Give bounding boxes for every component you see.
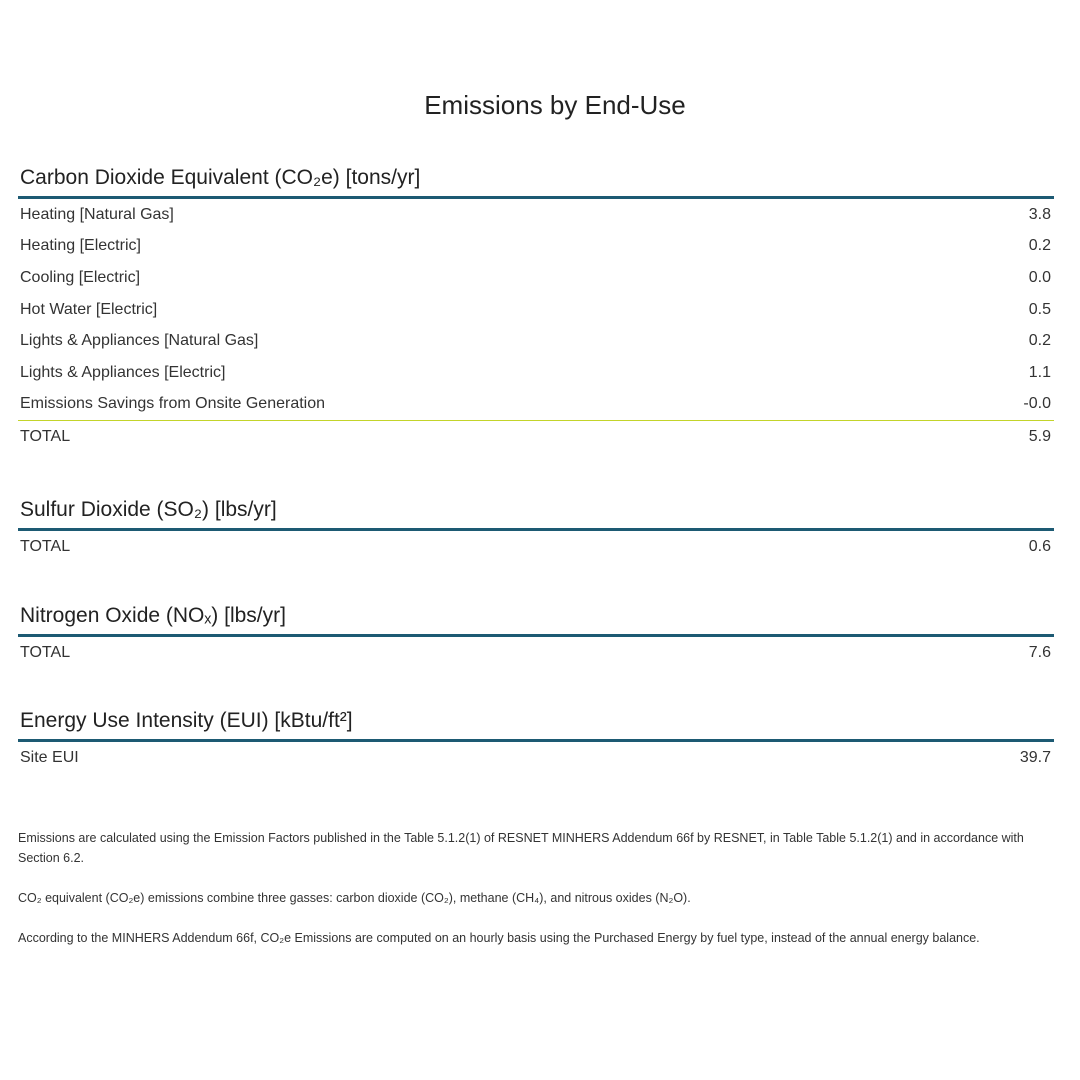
table-row [18,262,1054,294]
row-value: 39.7 [1019,748,1051,766]
row-value: 0.0 [1028,268,1051,286]
footnote: CO₂ equivalent (CO₂e) emissions combine three gasses: carbon dioxide (CO₂), methane (CH₄), and nitrous oxides (N₂O). [18,891,691,905]
so2-section [18,492,1054,563]
table-row [18,199,1054,231]
row-value: 0.2 [1028,332,1051,350]
total-label: TOTAL [20,427,71,445]
row-label: Cooling [Electric] [20,268,141,286]
row-label: Heating [Electric] [20,237,141,255]
eui-section [18,703,1054,774]
page-title: Emissions by End-Use [424,90,686,120]
row-value: 0.5 [1028,300,1051,318]
row-value: 0.2 [1028,237,1051,255]
row-label: Emissions Savings from Onsite Generation [20,395,326,413]
footnote: According to the MINHERS Addendum 66f, CO₂e Emissions are computed on an hourly basis using the Purchased Energy by fuel type, instead of the annual energy balance. [18,931,980,945]
co2e-table [18,199,1054,453]
row-value: 3.8 [1028,205,1051,223]
total-row [18,420,1054,453]
total-value: 5.9 [1028,427,1051,445]
row-value: 1.1 [1028,363,1051,381]
total-label: TOTAL [20,537,71,555]
total-label: TOTAL [20,643,71,661]
table-row [18,231,1054,263]
total-row [18,637,1054,669]
total-row [18,531,1054,563]
co2e-section-title: Carbon Dioxide Equivalent (CO₂e) [tons/yr] [18,160,1054,199]
table-row [18,325,1054,357]
row-label: Heating [Natural Gas] [20,205,174,223]
row-label: Site EUI [20,748,79,766]
total-value: 0.6 [1028,537,1051,555]
footnotes [18,828,1068,968]
row-label: Hot Water [Electric] [20,300,158,318]
total-value: 7.6 [1028,643,1051,661]
nox-section [18,598,1054,669]
table-row [18,742,1054,774]
row-label: Lights & Appliances [Electric] [20,363,226,381]
table-row [18,357,1054,389]
table-row [18,389,1054,421]
eui-section-title: Energy Use Intensity (EUI) [kBtu/ft²] [18,703,1054,742]
so2-section-title: Sulfur Dioxide (SO₂) [lbs/yr] [18,492,1054,531]
footnote: Emissions are calculated using the Emission Factors published in the Table 5.1.2(1) of RESNET MINHERS Addendum 66f by RESNET, in Table Table 5.1.2(1) and in accordance with Section 6.2. [18,831,1024,865]
co2e-section [18,160,1054,453]
row-label: Lights & Appliances [Natural Gas] [20,332,259,350]
row-value: -0.0 [1023,395,1051,413]
table-row [18,294,1054,326]
nox-section-title: Nitrogen Oxide (NOₓ) [lbs/yr] [18,598,1054,637]
